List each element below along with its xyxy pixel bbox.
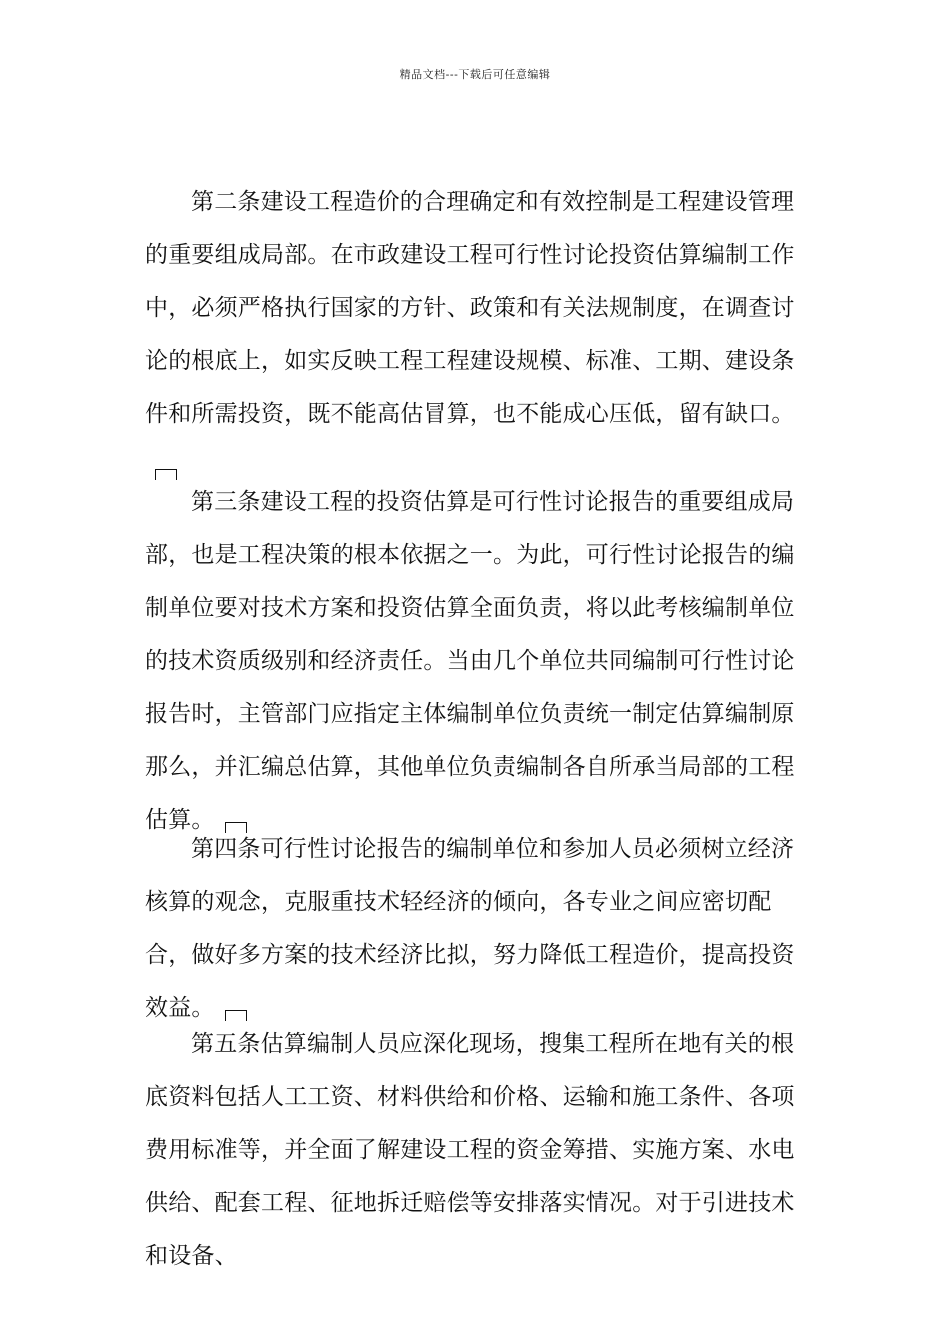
article-4-text: 第四条可行性讨论报告的编制单位和参加人员必须树立经济核算的观念，克服重技术轻经济的倾向，各专业之间应密切配合，做好多方案的技术经济比拟，努力降低工程造价，提高投资效益。 <box>145 836 795 1021</box>
article-5-paragraph <box>145 1018 815 1283</box>
page-header: 精品文档---下载后可任意编辑 <box>399 68 551 81</box>
article-2-paragraph <box>145 176 815 494</box>
article-5-text: 第五条估算编制人员应深化现场，搜集工程所在地有关的根底资料包括人工工资、材料供给和价格、运输和施工条件、各项费用标准等，并全面了解建设工程的资金筹措、实施方案、水电供给、配套工程、征地拆迁赔偿等安排落实情况。对于引进技术和设备、 <box>145 1031 795 1269</box>
article-2-text: 第二条建设工程造价的合理确定和有效控制是工程建设管理的重要组成局部。在市政建设工程可行性讨论投资估算编制工作中，必须严格执行国家的方针、政策和有关法规制度，在调查讨论的根底上，如实反映工程工程建设规模、标准、工期、建设条件和所需投资，既不能高估冒算，也不能成心压低，留有缺口。 <box>145 189 795 427</box>
article-3-text: 第三条建设工程的投资估算是可行性讨论报告的重要组成局部，也是工程决策的根本依据之一。为此，可行性讨论报告的编制单位要对技术方案和投资估算全面负责，将以此考核编制单位的技术资质级别和经济责任。当由几个单位共同编制可行性讨论报告时，主管部门应指定主体编制单位负责统一制定估算编制原那么，并汇编总估算，其他单位负责编制各自所承当局部的工程估算。 <box>145 489 795 833</box>
article-4-paragraph <box>145 823 815 1035</box>
article-3-paragraph <box>145 476 815 847</box>
